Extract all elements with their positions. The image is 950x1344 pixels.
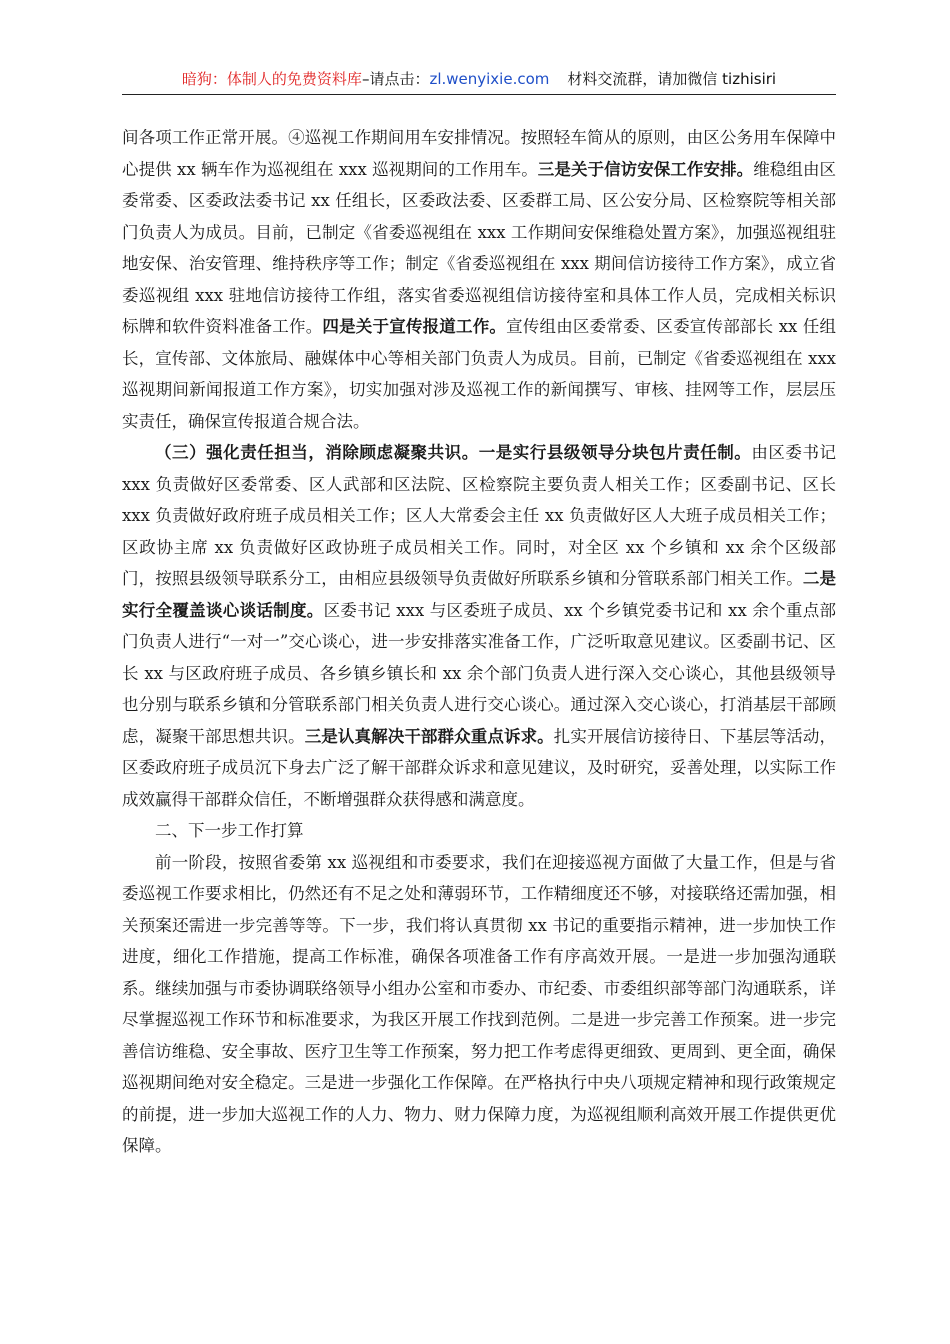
header-url-link[interactable]: zl.wenyixie.com bbox=[429, 70, 550, 88]
document-body bbox=[122, 122, 836, 1162]
text-run: 由区委书记 xxx 负责做好区委常委、区人武部和区法院、区检察院主要负责人相关工作；区委副书记、区长 xxx 负责做好政府班子成员相关工作；区人大常委会主任 xx 负责做好区人大班子成员相关工作；区政协主席 xx 负责做好区政协班子成员相关工作。同时，对全区 xx 个乡镇和 xx 余个区级部门，按照县级领导联系分工，由相应县级领导负责做好所联系乡镇和分管联系部门相关工作。 bbox=[122, 443, 837, 588]
paragraph-next-steps: 前一阶段，按照省委第 xx 巡视组和市委要求，我们在迎接巡视方面做了大量工作，但是与省委巡视工作要求相比，仍然还有不足之处和薄弱环节，工作精细度还不够，对接联络还需加强，相关预案还需进一步完善等等。下一步，我们将认真贯彻 xx 书记的重要指示精神，进一步加快工作进度，细化工作措施，提高工作标准，确保各项准备工作有序高效开展。一是进一步加强沟通联系。继续加强与市委协调联络领导小组办公室和市委办、市纪委、市委组织部等部门沟通联系，详尽掌握巡视工作环节和标准要求，为我区开展工作找到范例。二是进一步完善工作预案。进一步完善信访维稳、安全事故、医疗卫生等工作预案，努力把工作考虑得更细致、更周到、更全面，确保巡视期间绝对安全稳定。三是进一步强化工作保障。在严格执行中央八项规定精神和现行政策规定的前提，进一步加大巡视工作的人力、物力、财力保障力度，为巡视组顺利高效开展工作提供更优保障。 bbox=[122, 852, 836, 1155]
section-heading-next-steps: 二、下一步工作打算 bbox=[155, 821, 304, 840]
header-prompt: –请点击： bbox=[361, 70, 430, 88]
bold-subheading: 三是认真解决干部群众重点诉求。 bbox=[304, 726, 554, 746]
paragraph-work-arrangements bbox=[122, 122, 836, 437]
text-run: 区委书记 xxx 与区委班子成员、xx 个乡镇党委书记和 xx 余个重点部门负责人进行“一对一”交心谈心，进一步安排落实准备工作，广泛听取意见建议。区委副书记、区长 xx 与区政府班子成员、各乡镇乡镇长和 xx 余个部门负责人进行深入交心谈心，其他县级领导也分别与联系乡镇和分管联系部门相关负责人进行交心谈心。通过深入交心谈心，打消基层干部顾虑，凝聚干部思想共识。 bbox=[122, 600, 837, 746]
text-run: 扎实开展信访接待日、下基层等活动，区委政府班子成员沉下身去广泛了解干部群众诉求和意见建议，及时研究，妥善处理，以实际工作成效赢得干部群众信任，不断增强群众获得感和满意度。 bbox=[122, 726, 837, 809]
text-run: 维稳组由区委常委、区委政法委书记 xx 任组长，区委政法委、区委群工局、区公安分局、区检察院等相关部门负责人为成员。目前，已制定《省委巡视组在 xxx 工作期间安保维稳处置方案》，加强巡视组驻地安保、治安管理、维持秩序等工作；制定《省委巡视组在 xxx 期间信访接待工作方案》，成立省委巡视组 xxx 驻地信访接待工作组，落实省委巡视组信访接待室和具体工作人员，完成相关标识标牌和软件资料准备工作。 bbox=[122, 159, 837, 336]
bold-subheading: 三是关于信访安保工作安排。 bbox=[537, 159, 754, 179]
bold-subheading: （三）强化责任担当，消除顾虑凝聚共识。一是实行县级领导分块包片责任制。 bbox=[155, 443, 752, 462]
header-brand: 暗狗：体制人的免费资料库 bbox=[181, 70, 362, 88]
bold-subheading: 四是关于宣传报道工作。 bbox=[322, 317, 507, 336]
page-header bbox=[122, 64, 836, 95]
paragraph-responsibility bbox=[122, 437, 836, 815]
bold-subheading: 二是实行全覆盖谈心谈话制度。 bbox=[122, 569, 837, 620]
text-run: 间各项工作正常开展。④巡视工作期间用车安排情况。按照轻车简从的原则，由区公务用车保障中心提供 xx 辆车作为巡视组在 xxx 巡视期间的工作用车。 bbox=[122, 128, 836, 179]
text-run: 宣传组由区委常委、区委宣传部部长 xx 任组长，宣传部、文体旅局、融媒体中心等相关部门负责人为成员。目前，已制定《省委巡视组在 xxx 巡视期间新闻报道工作方案》，切实加强对涉及巡视工作的新闻撰写、审核、挂网等工作，层层压实责任，确保宣传报道合规合法。 bbox=[122, 317, 837, 431]
header-contact: 材料交流群，请加微信 tizhisiri bbox=[567, 70, 777, 88]
